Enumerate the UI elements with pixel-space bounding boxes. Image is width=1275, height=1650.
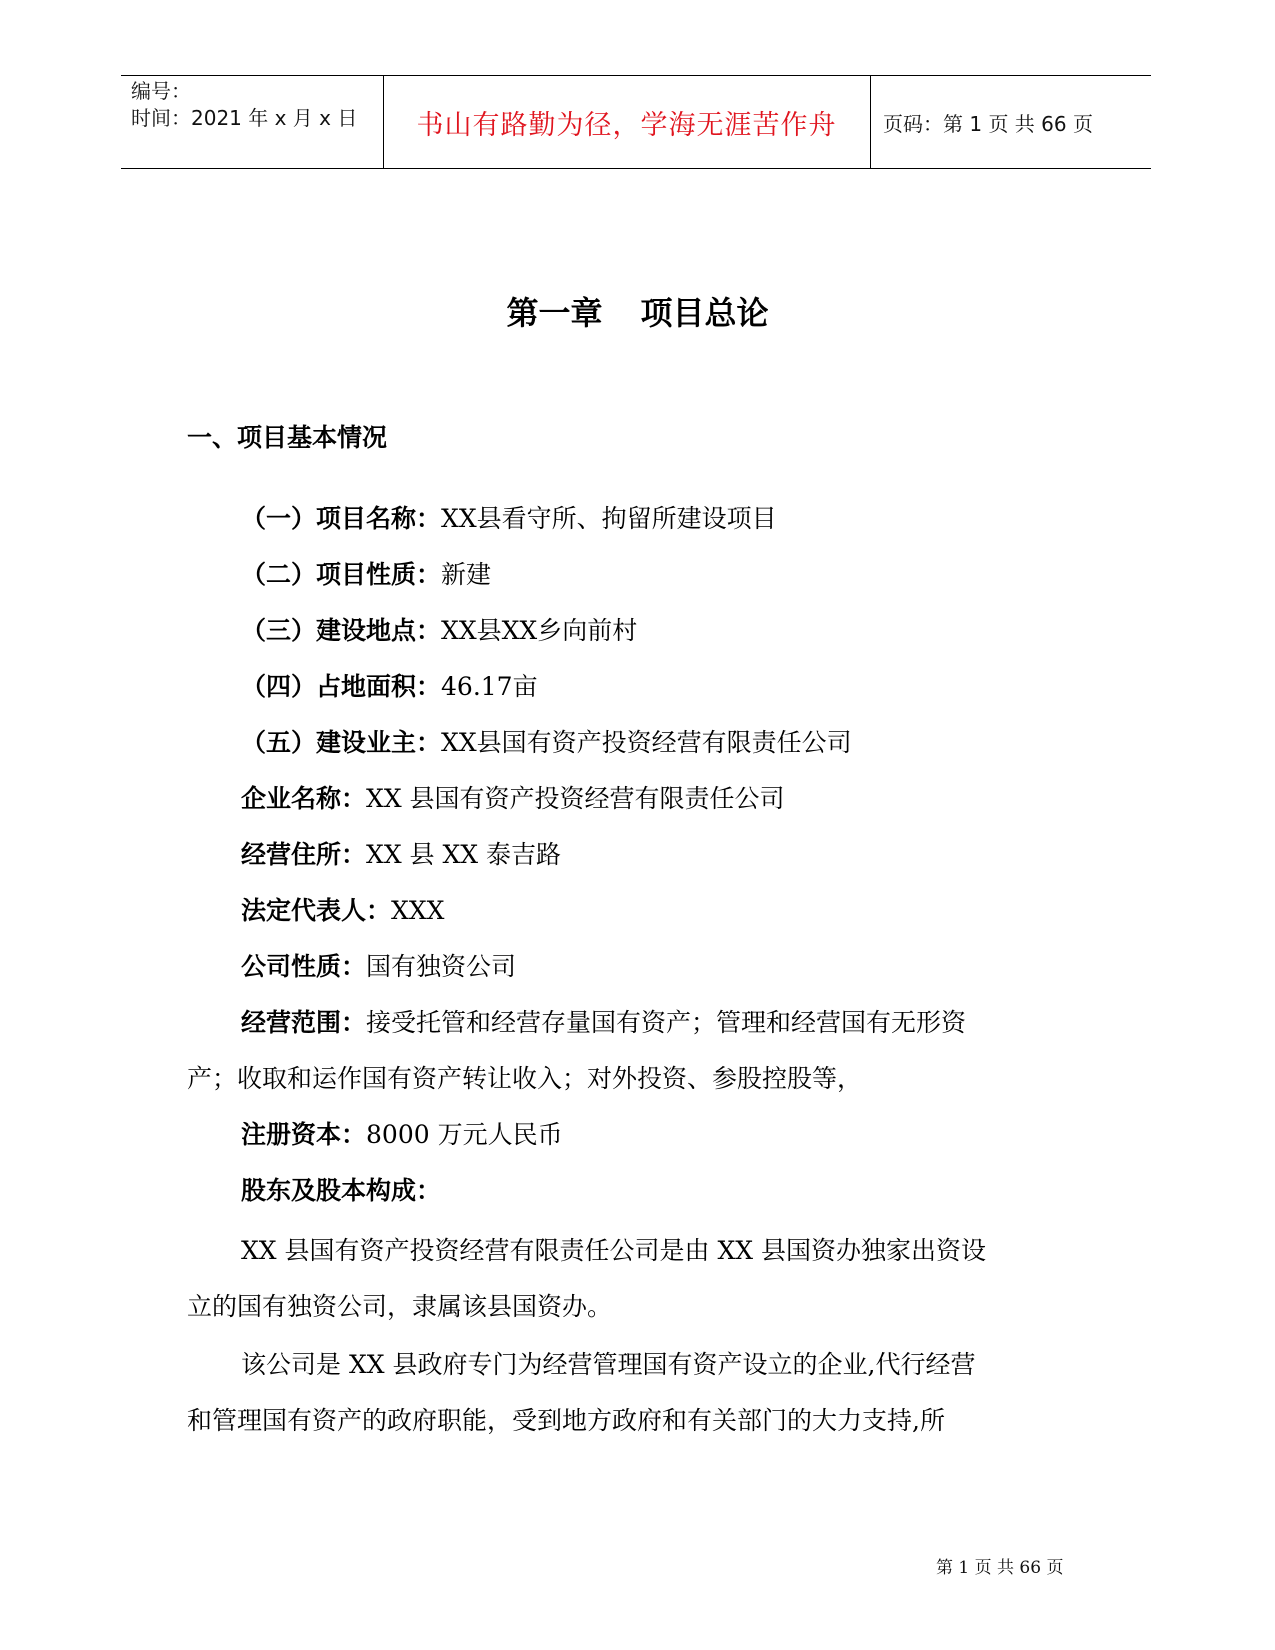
field-label: 经营范围： xyxy=(241,1008,367,1037)
item-project-name xyxy=(241,504,777,534)
item-label: （五）建设业主： xyxy=(241,728,442,757)
item-location xyxy=(241,616,637,646)
company-shareholders xyxy=(241,1176,441,1206)
chapter-number: 第一章 xyxy=(506,294,603,332)
paragraph-line: 该公司是 XX 县政府专门为经营管理国有资产设立的企业,代行经营 xyxy=(241,1350,976,1379)
field-label: 公司性质： xyxy=(241,952,367,981)
item-value: 46.17亩 xyxy=(441,672,538,701)
header-meta xyxy=(131,78,357,132)
item-value: XX县XX乡向前村 xyxy=(441,616,638,645)
header-page-number: 页码：第 1 页 共 66 页 xyxy=(883,111,1093,136)
item-label: （三）建设地点： xyxy=(241,616,442,645)
field-label: 经营住所： xyxy=(241,840,367,869)
field-value: 8000 万元人民币 xyxy=(366,1120,563,1149)
item-project-nature xyxy=(241,560,491,590)
item-value: XX县看守所、拘留所建设项目 xyxy=(441,504,777,533)
company-capital xyxy=(241,1120,563,1150)
page-footer: 第 1 页 共 66 页 xyxy=(936,1558,1064,1578)
item-area xyxy=(241,672,538,702)
header-motto: 书山有路勤为径，学海无涯苦作舟 xyxy=(416,109,837,141)
company-representative xyxy=(241,896,444,926)
field-value: 接受托管和经营存量国有资产；管理和经营国有无形资 xyxy=(366,1008,967,1037)
item-label: （四）占地面积： xyxy=(241,672,442,701)
header-divider xyxy=(870,76,871,168)
company-nature xyxy=(241,952,516,982)
section-title: 一、项目基本情况 xyxy=(187,423,388,452)
document-time-label: 时间：2021 年 x 月 x 日 xyxy=(131,106,358,130)
item-value: 新建 xyxy=(441,560,492,589)
field-label: 企业名称： xyxy=(241,784,367,813)
field-label: 法定代表人： xyxy=(241,896,392,925)
field-value: 国有独资公司 xyxy=(366,952,517,981)
paragraph-line: 和管理国有资产的政府职能，受到地方政府和有关部门的大力支持,所 xyxy=(187,1406,945,1435)
company-scope xyxy=(241,1008,966,1038)
item-label: （一）项目名称： xyxy=(241,504,442,533)
field-label: 注册资本： xyxy=(241,1120,367,1149)
company-name xyxy=(241,784,785,814)
chapter-name: 项目总论 xyxy=(640,294,769,332)
field-label: 股东及股本构成： xyxy=(241,1176,442,1205)
document-number-label: 编号： xyxy=(131,79,191,103)
field-value: XX 县 XX 泰吉路 xyxy=(366,840,562,869)
item-value: XX县国有资产投资经营有限责任公司 xyxy=(441,728,852,757)
company-address xyxy=(241,840,561,870)
item-owner xyxy=(241,728,852,758)
field-value: XXX xyxy=(391,896,445,925)
paragraph-line: XX 县国有资产投资经营有限责任公司是由 XX 县国资办独家出资设 xyxy=(241,1236,987,1265)
company-scope-continued: 产；收取和运作国有资产转让收入；对外投资、参股控股等， xyxy=(187,1064,863,1093)
chapter-title xyxy=(0,288,1275,334)
item-label: （二）项目性质： xyxy=(241,560,442,589)
page-header xyxy=(121,75,1151,169)
field-value: XX 县国有资产投资经营有限责任公司 xyxy=(366,784,785,813)
paragraph-line: 立的国有独资公司，隶属该县国资办。 xyxy=(187,1292,613,1321)
